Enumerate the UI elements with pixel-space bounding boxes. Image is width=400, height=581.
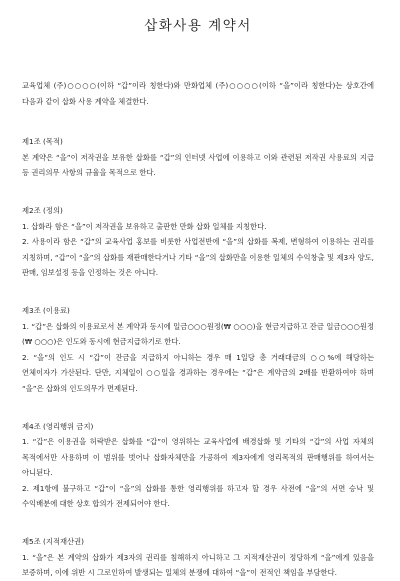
intro-paragraph: 교육업체 (주)○○○○(이하 “갑”이라 칭한다)와 만화업체 (주)○○○○(이하 “을”이라 칭한다)는 상호간에 다음과 같이 삽화 사용 계약을 체결한다. [22,81,374,106]
section-heading: 제2조 (정의) [22,205,63,215]
section-heading: 제3조 (이용료) [22,305,70,315]
section-paragraph: 2. 제1항에 불구하고 “갑”이 “을”의 삽화를 통한 영리행위를 하고자 할 경우 사전에 “을”의 서면 승낙 및 수익배분에 대한 상호 합의가 전제되어야 한다. [22,483,374,509]
section-heading: 제4조 (영리행위 금지) [22,421,94,431]
section-article-4 [22,419,374,513]
section-heading: 제1조 (목적) [22,137,63,147]
section-paragraph: 본 계약은 “을”이 저작권을 보유한 삽화를 “갑”의 인터넷 사업에 이용하고 이와 관련된 저작권 사용료의 지급 등 권리의무 사항의 규율을 목적으로 한다. [22,152,374,178]
section-paragraph: 1. “갑”은 이용권을 허락받은 삽화를 “갑”이 영위하는 교육사업에 배경삽화 및 기타의 “갑”의 사업 자체의 목적에서만 사용하며 이 범위를 벗어나 삽화자체만을 가공하여 제3자에게 영리목적의 판매행위를 하여서는 아니된다. [22,437,374,478]
section-paragraph: 1. “을”은 본 계약의 삽화가 제3자의 권리를 침해하지 아니하고 그 지적재산권이 정당하게 “을”에게 있음을 보증하며, 이에 위반 시 그로인하여 발생되는 일체의 분쟁에 대하여 “을”이 전적인 책임을 부담한다. [22,552,374,578]
section-article-2 [22,203,374,281]
document-title: 삽화사용 계약서 [144,18,252,34]
section-article-1 [22,134,374,181]
section-paragraph: 2. “을”의 인도 시 “갑”이 잔금을 지급하지 아니하는 경우 매 1일당 총 거래대금의 ○○%에 해당하는 연체이자가 가산된다. 단만, 지체일이 ○○일을 경과하는 경우에는 “갑”은 계약금의 2배를 반환하여야 하며 “을”은 삽화의 인도의무가 면제된다. [22,352,374,393]
section-heading: 제5조 (지적재산권) [22,537,84,547]
section-article-3 [22,303,374,397]
section-paragraph: 1. “갑”은 삽화의 이용료로서 본 계약과 동시에 일금○○○원정(₩ ○○○)을 현금지급하고 잔금 일금○○○원정(₩ ○○○)은 인도와 동시에 현금지급하기로 한다. [22,321,374,347]
section-article-5 [22,534,374,581]
section-paragraph: 1. 삽화라 함은 “을”이 저작권을 보유하고 출판한 만화 삽화 일체를 지칭한다. [22,221,267,231]
section-paragraph: 2. 사용이라 함은 “갑”의 교육사업 홍보를 비롯한 사업전반에 “을”의 삽화를 복제, 변형하여 이용하는 권리를 지칭하며, “갑”이 “을”의 삽화를 재판매한다거나 기타 “을”의 삽화만을 이용한 일체의 수익창출 및 제3자 양도, 판매, 임보설정 등을 인정하는 것은 아니다. [22,237,374,278]
